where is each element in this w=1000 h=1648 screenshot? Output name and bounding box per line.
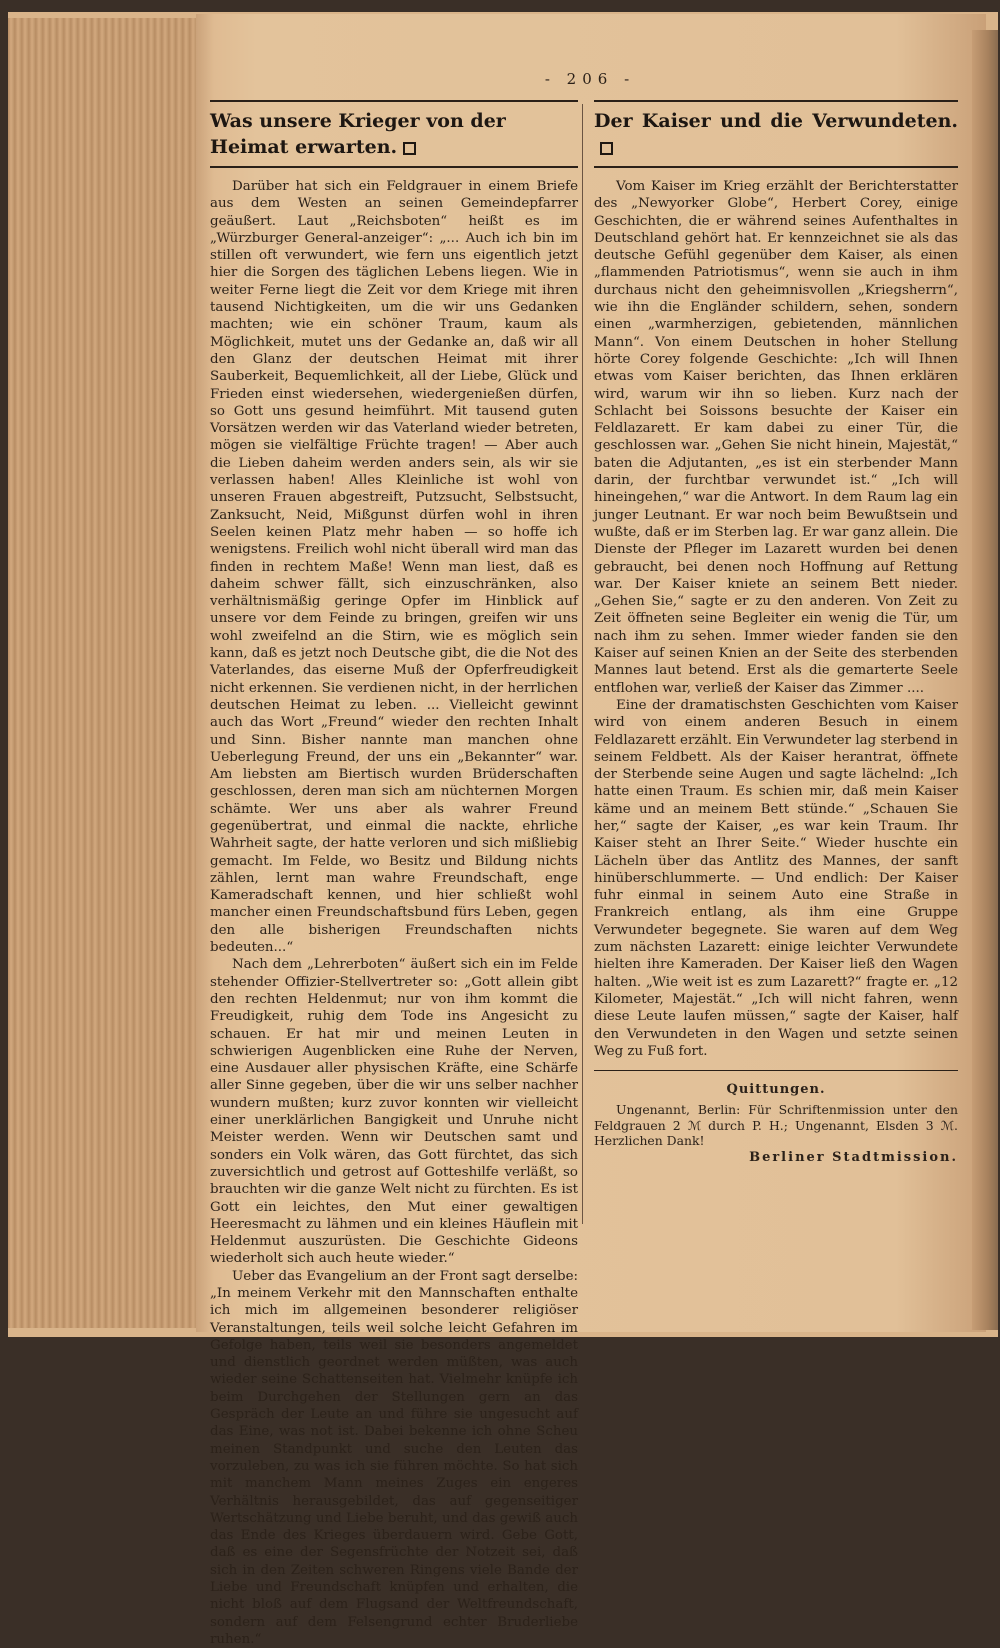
book-spine-edge [972, 30, 998, 1330]
signature: Berliner Stadtmission. [749, 1149, 958, 1165]
right-title-rule [594, 166, 958, 168]
left-paragraph-3: Ueber das Evangelium an der Front sagt derselbe: „In meinem Verkehr mit den Mannschaften enthalte ich mich im allgemeinen besonderer religiöser Veranstaltungen, teils weil solche leicht Gefahren im Gefolge haben, teils weil sie besonders angemeldet und dienstlich geordnet werden müßten, was auch wieder seine Schattenseiten hat. Vielmehr knüpfe ich beim Durchgehen der Stellungen gern an das Gespräch der Leute an und führe sie ungesucht auf das Eine, was not ist. Dabei bekenne ich ohne Scheu meinen Standpunkt und suche den Leuten das vorzuleben, zu was ich sie führen möchte. So hat sich mit manchem Mann meines Zuges ein engeres Verhältnis herausgebildet, das auf gegenseitiger Wertschätzung und Liebe beruht, und das gewiß auch das Ende des Krieges überdauern wird. Gebe Gott, daß es eine der Segensfrüchte der Notzeit sei, daß sich in den Zeiten schweren Ringens viele Bande der Liebe und Freundschaft knüpfen und erhalten, die nicht bloß auf dem Flugsand der Weltfreundschaft, sondern auf dem Felsengrund echter Bruderliebe ruhen.“ [210, 1268, 578, 1647]
left-paragraph-2: Nach dem „Lehrerboten“ äußert sich ein im Felde stehender Offizier-Stellvertreter so: „Gott allein gibt den rechten Heldenmut; nur von ihm kommt die Freudigkeit, ruhig dem Tode ins Angesicht zu schauen. Er hat mir und meinen Leuten in schwierigen Augenblicken eine Ruhe der Nerven, eine Ausdauer aller physischen Kräfte, eine Schärfe aller Sinne gegeben, über die wir uns selber nachher wundern mußten; kurz zuvor konnten wir vielleicht einer unerklärlichen Bangigkeit und Unruhe nicht Meister werden. Wenn wir Deutschen samt und sonders ein Volk wären, das Gott fürchtet, das sich zuversichtlich und getrost auf Gotteshilfe verläßt, so brauchten wir die ganze Welt nicht zu fürchten. Es ist Gott ein leichtes, den Mut einer gewaltigen Heeresmacht zu lähmen und ein kleines Häuflein mit Heldenmut auszurüsten. Die Geschichte Gideons wiederholt sich auch heute wieder.“ [210, 957, 578, 1267]
top-rule-right [594, 100, 958, 102]
end-square-icon [600, 142, 613, 155]
left-article-title [210, 108, 578, 160]
left-column [210, 108, 578, 1648]
right-column [594, 108, 958, 1166]
page-number: - 206 - [544, 70, 636, 88]
column-divider [582, 104, 583, 1224]
receipts-title: Quittungen. [726, 1082, 826, 1098]
right-paragraph-2: Eine der dramatischsten Geschichten vom Kaiser wird von einem anderen Besuch in einem Feldlazarett erzählt. Ein Verwundeter lag sterbend in seinem Feldbett. Als der Kaiser herantrat, öffnete der Sterbende seine Augen und sagte lächelnd: „Ich hatte einen Traum. Es schien mir, daß mein Kaiser käme und an meinem Bett stünde.“ „Schauen Sie her,“ sagte der Kaiser, „es war kein Traum. Ihr Kaiser steht an Ihrer Seite.“ Wieder huschte ein Lächeln über das Antlitz des Mannes, der sanft hinüberschlummerte. — Und endlich: Der Kaiser fuhr einmal in seinem Auto eine Straße in Frankreich entlang, als ihm eine Gruppe Verwundeter begegnete. Sie waren auf dem Weg zum nächsten Lazarett: einige leichter Verwundete hielten ihre Kameraden. Der Kaiser ließ den Wagen halten. „Wie weit ist es zum Lazarett?“ fragte er. „12 Kilometer, Majestät.“ „Ich will nicht fahren, wenn diese Leute laufen müssen,“ sagte der Kaiser, half den Verwundeten in den Wagen und setzte seinen Weg zu Fuß fort. [594, 697, 958, 1059]
left-article-title-text: Was unsere Krieger von der Heimat erwarten. [210, 110, 506, 158]
right-article-title [594, 108, 958, 160]
receipts-text: Ungenannt, Berlin: Für Schriftenmission unter den Feldgrauen 2 ℳ durch P. H.; Ungenannt, Elsden 3 ℳ. Herzlichen Dank! [594, 1102, 958, 1149]
receipts-rule [594, 1070, 958, 1071]
right-paragraph-1: Vom Kaiser im Krieg erzählt der Berichterstatter des „Newyorker Globe“, Herbert Corey, einige Geschichten, die er während seines Aufenthaltes in Deutschland gehört hat. Er kennzeichnet sie als das deutsche Gefühl gegenüber dem Kaiser, als einen „flammenden Patriotismus“, wenn sie auch in ihm durchaus nicht den geheimnisvollen „Kriegsherrn“, wie ihn die Engländer schildern, sehen, sondern einen „warmherzigen, gebietenden, männlichen Mann“. Von einem Deutschen in hoher Stellung hörte Corey folgende Geschichte: „Ich will Ihnen etwas vom Kaiser berichten, das Ihnen erklären wird, warum wir ihn so lieben. Kurz nach der Schlacht bei Soissons besuchte der Kaiser ein Feldlazarett. Er kam dabei zu einer Tür, die geschlossen war. „Gehen Sie nicht hinein, Majestät,“ baten die Adjutanten, „es ist ein sterbender Mann darin, der furchtbar verwundet ist.“ „Ich will hineingehen,“ war die Antwort. In dem Raum lag ein junger Leutnant. Er war noch beim Bewußtsein und wußte, daß er im Sterben lag. Er war ganz allein. Die Dienste der Pfleger im Lazarett wurden bei denen gebraucht, bei denen noch Hoffnung auf Rettung war. Der Kaiser kniete an seinem Bett nieder. „Gehen Sie,“ sagte er zu den anderen. Von Zeit zu Zeit öffneten seine Begleiter ein wenig die Tür, um nach ihm zu sehen. Immer wieder fanden sie den Kaiser auf seinen Knien an der Seite des sterbenden Mannes laut betend. Erst als die gemarterte Seele entflohen war, verließ der Kaiser das Zimmer .... [594, 179, 958, 696]
end-square-icon [403, 142, 416, 155]
left-title-rule [210, 166, 578, 168]
left-paragraph-1: Darüber hat sich ein Feldgrauer in einem Briefe aus dem Westen an seinen Gemeindepfarrer geäußert. Laut „Reichsboten“ heißt es im „Würzburger General-anzeiger“: „... Auch ich bin im stillen oft verwundert, wie fern uns eigentlich jetzt hier die Sorgen des täglichen Lebens liegen. Wie in weiter Ferne liegt die Zeit vor dem Kriege mit ihren tausend Nichtigkeiten, um die wir uns Gedanken machten; wie ein schöner Traum, kaum als Möglichkeit, mutet uns der Gedanke an, daß wir all den Glanz der deutschen Heimat mit ihrer Sauberkeit, Bequemlichkeit, all der Liebe, Glück und Frieden einst wiedersehen, wiedergenießen dürfen, so Gott uns gesund heimführt. Mit tausend guten Vorsätzen werden wir das Vaterland wieder betreten, mögen sie vielfältige Früchte tragen! — Aber auch die Lieben daheim werden anders sein, als wir sie verlassen haben! Alles Kleinliche ist wohl von unseren Frauen abgestreift, Putzsucht, Selbstsucht, Zanksucht, Neid, Mißgunst dürfen wohl in ihren Seelen keinen Platz mehr haben — so hoffe ich wenigstens. Freilich wohl nicht überall wird man das finden in rechtem Maße! Wenn man liest, daß es daheim schwer fällt, sich einzuschränken, also verhältnismäßig geringe Opfer im Hinblick auf unsere vor dem Feinde zu bringen, greifen wir uns wohl zweifelnd an die Stirn, wie es möglich sein kann, daß es jetzt noch Deutsche gibt, die die Not des Vaterlandes, das eiserne Muß der Opferfreudigkeit nicht erkennen. Sie verdienen nicht, in der herrlichen deutschen Heimat zu leben. ... Vielleicht gewinnt auch das Wort „Freund“ wieder den rechten Inhalt und Sinn. Bisher nannte man manchen ohne Ueberlegung Freund, der uns ein „Bekannter“ war. Am liebsten am Biertisch wurden Brüderschaften geschlossen, deren man sich am nüchternen Morgen schämte. Wer uns aber als wahrer Freund gegenübertrat, und einmal die nackte, ehrliche Wahrheit sagte, der hatte verloren und sich mißliebig gemacht. Im Felde, wo Besitz und Bildung nichts zählen, lernt man wahre Freundschaft, enge Kameradschaft kennen, und hier schließt wohl mancher einen Freundschaftsbund fürs Leben, gegen den alle bisherigen Freundschaften nichts bedeuten...“ [210, 179, 578, 956]
page-edges [8, 18, 204, 1328]
right-article-title-text: Der Kaiser und die Verwundeten. [594, 110, 958, 132]
top-rule-left [210, 100, 578, 102]
